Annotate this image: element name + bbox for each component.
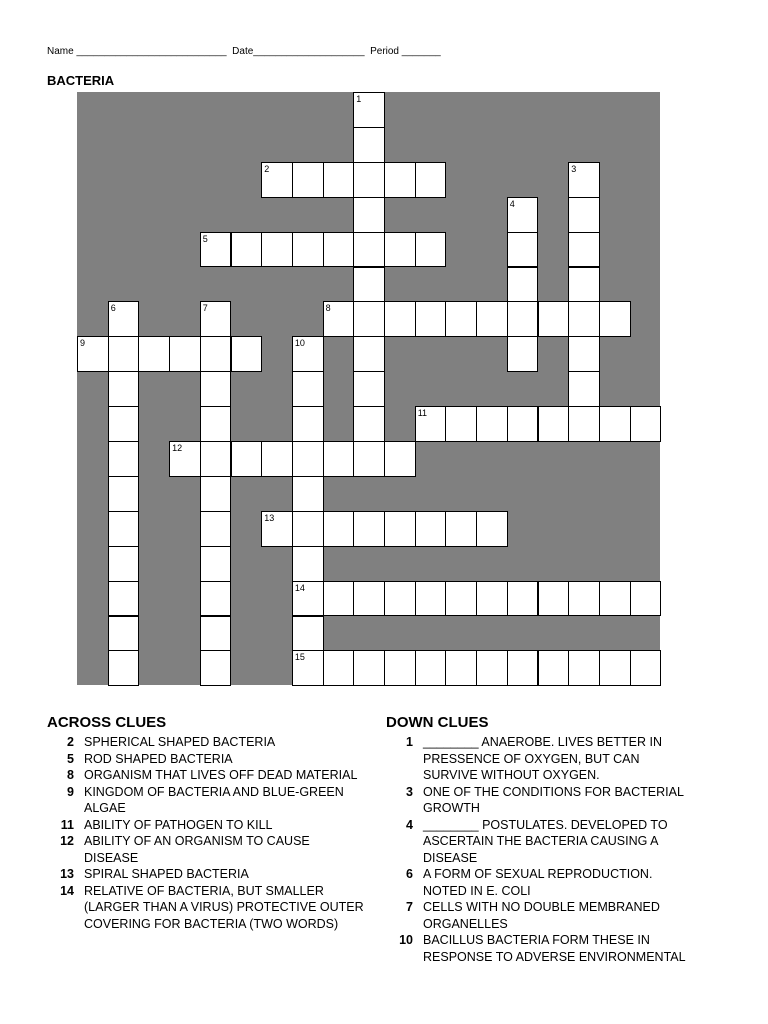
crossword-cell[interactable]	[323, 581, 355, 617]
crossword-cell[interactable]	[108, 546, 140, 582]
crossword-cell[interactable]	[384, 301, 416, 337]
clue-number: 5	[202, 233, 208, 244]
crossword-cell[interactable]	[108, 301, 140, 337]
crossword-cell[interactable]	[476, 301, 508, 337]
clue-number: 10	[294, 338, 305, 349]
clue-number: 11	[60, 817, 74, 832]
clue-text: SPHERICAL SHAPED BACTERIA	[84, 735, 276, 749]
clue-number: 5	[67, 751, 74, 766]
crossword-cell[interactable]	[108, 616, 140, 652]
down-clue	[386, 784, 691, 817]
down-clue	[386, 734, 691, 784]
crossword-cell[interactable]	[445, 301, 477, 337]
clue-number: 12	[172, 443, 183, 453]
clue-number: 7	[202, 303, 208, 314]
crossword-cell[interactable]	[353, 336, 385, 372]
crossword-cell[interactable]	[415, 650, 447, 686]
crossword-cell[interactable]	[476, 650, 508, 686]
clue-number: 1	[356, 94, 362, 104]
clue-number: 4	[406, 817, 413, 832]
crossword-cell[interactable]	[261, 162, 293, 198]
crossword-cell[interactable]	[445, 511, 477, 547]
clue-text: ORGANISM THAT LIVES OFF DEAD MATERIAL	[84, 768, 358, 782]
crossword-cell[interactable]	[507, 406, 539, 442]
crossword-grid	[77, 92, 660, 685]
crossword-cell[interactable]	[384, 511, 416, 547]
crossword-cell[interactable]	[507, 581, 539, 617]
crossword-cell[interactable]	[630, 650, 662, 686]
crossword-cell[interactable]	[538, 581, 570, 617]
crossword-cell[interactable]	[353, 162, 385, 198]
across-clue	[47, 866, 367, 883]
crossword-cell[interactable]	[568, 371, 600, 407]
across-clue	[47, 751, 367, 768]
clue-text: ABILITY OF AN ORGANISM TO CAUSE DISEASE	[84, 834, 310, 865]
crossword-cell[interactable]	[77, 336, 109, 372]
down-clue-list	[386, 734, 691, 965]
clue-number: 8	[67, 768, 74, 782]
crossword-cell[interactable]	[200, 336, 232, 372]
crossword-cell[interactable]	[231, 441, 263, 477]
crossword-cell[interactable]	[200, 232, 232, 268]
clue-number: 9	[67, 784, 74, 799]
clue-text: ________ ANAEROBE. LIVES BETTER IN PRESSENCE OF OXYGEN, BUT CAN SURVIVE WITHOUT OXYGEN.	[423, 735, 663, 782]
crossword-cell[interactable]	[599, 581, 631, 617]
crossword-cell[interactable]	[353, 92, 385, 128]
crossword-cell[interactable]	[323, 650, 355, 686]
down-clue	[386, 817, 691, 867]
crossword-cell[interactable]	[200, 406, 232, 442]
crossword-cell[interactable]	[507, 232, 539, 268]
crossword-cell[interactable]	[353, 650, 385, 686]
down-clue	[386, 899, 691, 932]
crossword-cell[interactable]	[538, 650, 570, 686]
down-heading: DOWN CLUES	[386, 714, 489, 731]
crossword-cell[interactable]	[507, 336, 539, 372]
crossword-cell[interactable]	[538, 406, 570, 442]
crossword-cell[interactable]	[108, 371, 140, 407]
clue-number: 15	[294, 652, 305, 663]
crossword-cell[interactable]	[507, 197, 539, 233]
crossword-cell[interactable]	[200, 650, 232, 686]
clue-text: ABILITY OF PATHOGEN TO KILL	[84, 817, 273, 832]
crossword-cell[interactable]	[108, 581, 140, 617]
crossword-cell[interactable]	[568, 232, 600, 268]
crossword-cell[interactable]	[323, 232, 355, 268]
crossword-cell[interactable]	[292, 650, 324, 686]
across-clue	[47, 734, 367, 751]
crossword-cell[interactable]	[415, 511, 447, 547]
crossword-cell[interactable]	[261, 441, 293, 477]
crossword-cell[interactable]	[568, 581, 600, 617]
crossword-cell[interactable]	[292, 371, 324, 407]
clue-text: ONE OF THE CONDITIONS FOR BACTERIAL GROWTH	[423, 784, 684, 815]
crossword-cell[interactable]	[599, 406, 631, 442]
clue-text: BACILLUS BACTERIA FORM THESE IN RESPONSE TO ADVERSE ENVIRONMENTAL	[423, 933, 686, 964]
crossword-cell[interactable]	[292, 511, 324, 547]
clue-text: A FORM OF SEXUAL REPRODUCTION. NOTED IN E. COLI	[423, 867, 653, 898]
crossword-cell[interactable]	[353, 301, 385, 337]
across-clue-list	[47, 734, 367, 932]
crossword-cell[interactable]	[445, 581, 477, 617]
crossword-cell[interactable]	[353, 511, 385, 547]
down-clue	[386, 866, 691, 899]
crossword-cell[interactable]	[415, 301, 447, 337]
crossword-cell[interactable]	[323, 511, 355, 547]
clue-number: 8	[325, 303, 331, 314]
crossword-cell[interactable]	[108, 336, 140, 372]
clue-number: 12	[60, 834, 74, 848]
crossword-cell[interactable]	[292, 336, 324, 372]
crossword-cell[interactable]	[538, 301, 570, 337]
clue-number: 10	[399, 933, 413, 947]
crossword-cell[interactable]	[200, 371, 232, 407]
crossword-cell[interactable]	[353, 581, 385, 617]
worksheet-title: BACTERIA	[47, 73, 115, 88]
across-clues	[47, 714, 367, 932]
crossword-cell[interactable]	[630, 581, 662, 617]
crossword-cell[interactable]	[200, 616, 232, 652]
crossword-cell[interactable]	[599, 301, 631, 337]
crossword-cell[interactable]	[599, 650, 631, 686]
crossword-cell[interactable]	[169, 336, 201, 372]
crossword-cell[interactable]	[292, 162, 324, 198]
clue-number: 13	[264, 512, 275, 523]
down-clues	[386, 714, 691, 965]
clue-number: 6	[110, 303, 116, 314]
crossword-cell[interactable]	[200, 581, 232, 617]
clue-number: 3	[406, 784, 413, 799]
crossword-cell[interactable]	[292, 546, 324, 582]
crossword-cell[interactable]	[200, 511, 232, 547]
crossword-cell[interactable]	[108, 441, 140, 477]
crossword-cell[interactable]	[445, 406, 477, 442]
crossword-cell[interactable]	[415, 232, 447, 268]
clue-number: 2	[67, 735, 74, 749]
clue-number: 6	[406, 867, 413, 881]
crossword-cell[interactable]	[476, 406, 508, 442]
crossword-cell[interactable]	[415, 406, 447, 442]
clue-number: 11	[417, 408, 428, 419]
crossword-cell[interactable]	[507, 650, 539, 686]
across-clue	[47, 883, 367, 933]
clue-number: 2	[264, 163, 270, 174]
crossword-cell[interactable]	[353, 127, 385, 163]
crossword-cell[interactable]	[384, 581, 416, 617]
crossword-cell[interactable]	[568, 197, 600, 233]
crossword-cell[interactable]	[292, 476, 324, 512]
crossword-cell[interactable]	[292, 406, 324, 442]
crossword-cell[interactable]	[568, 650, 600, 686]
clue-number: 1	[406, 735, 413, 749]
crossword-cell[interactable]	[353, 232, 385, 268]
crossword-cell[interactable]	[445, 650, 477, 686]
crossword-cell[interactable]	[476, 511, 508, 547]
crossword-cell[interactable]	[200, 441, 232, 477]
crossword-cell[interactable]	[353, 441, 385, 477]
crossword-cell[interactable]	[231, 336, 263, 372]
crossword-cell[interactable]	[507, 267, 539, 303]
across-heading: ACROSS CLUES	[47, 714, 167, 731]
clue-text: KINGDOM OF BACTERIA AND BLUE-GREEN ALGAE	[84, 784, 344, 815]
crossword-cell[interactable]	[261, 232, 293, 268]
clue-text: SPIRAL SHAPED BACTERIA	[84, 867, 249, 881]
crossword-cell[interactable]	[415, 581, 447, 617]
crossword-cell[interactable]	[384, 650, 416, 686]
clue-number: 7	[406, 900, 413, 914]
crossword-cell[interactable]	[200, 476, 232, 512]
crossword-cell[interactable]	[630, 406, 662, 442]
clue-number: 9	[80, 338, 86, 349]
crossword-cell[interactable]	[568, 336, 600, 372]
crossword-cell[interactable]	[384, 441, 416, 477]
across-clue	[47, 767, 367, 784]
crossword-cell[interactable]	[200, 301, 232, 337]
crossword-cell[interactable]	[568, 162, 600, 198]
crossword-cell[interactable]	[169, 441, 201, 477]
crossword-cell[interactable]	[138, 336, 170, 372]
clue-text: ________ POSTULATES. DEVELOPED TO ASCERTAIN THE BACTERIA CAUSING A DISEASE	[423, 817, 668, 865]
clue-text: ROD SHAPED BACTERIA	[84, 751, 233, 766]
crossword-cell[interactable]	[353, 371, 385, 407]
crossword-cell[interactable]	[292, 616, 324, 652]
clue-number: 14	[294, 582, 305, 593]
crossword-cell[interactable]	[200, 546, 232, 582]
clue-text: CELLS WITH NO DOUBLE MEMBRANED ORGANELLES	[423, 900, 660, 931]
crossword-cell[interactable]	[108, 406, 140, 442]
crossword-cell[interactable]	[108, 476, 140, 512]
clue-number: 3	[571, 163, 577, 174]
clue-number: 4	[509, 198, 515, 209]
crossword-cell[interactable]	[231, 232, 263, 268]
crossword-cell[interactable]	[292, 581, 324, 617]
crossword-cell[interactable]	[292, 441, 324, 477]
crossword-cell[interactable]	[323, 301, 355, 337]
clue-text: RELATIVE OF BACTERIA, BUT SMALLER (LARGER THAN A VIRUS) PROTECTIVE OUTER COVERING FOR BACTERIA (TWO WORDS)	[84, 883, 364, 931]
crossword-cell[interactable]	[384, 162, 416, 198]
across-clue	[47, 833, 367, 866]
crossword-cell[interactable]	[323, 441, 355, 477]
crossword-cell[interactable]	[353, 267, 385, 303]
crossword-cell[interactable]	[568, 301, 600, 337]
crossword-cell[interactable]	[568, 406, 600, 442]
down-clue	[386, 932, 691, 965]
student-info-line[interactable]: Name ___________________________ Date____________________ Period _______	[47, 46, 441, 57]
crossword-cell[interactable]	[415, 162, 447, 198]
crossword-cell[interactable]	[384, 232, 416, 268]
crossword-cell[interactable]	[568, 267, 600, 303]
crossword-cell[interactable]	[292, 232, 324, 268]
crossword-cell[interactable]	[108, 511, 140, 547]
crossword-cell[interactable]	[323, 162, 355, 198]
crossword-cell[interactable]	[353, 197, 385, 233]
crossword-cell[interactable]	[353, 406, 385, 442]
clue-number: 14	[60, 883, 74, 898]
across-clue	[47, 817, 367, 834]
crossword-cell[interactable]	[108, 650, 140, 686]
crossword-cell[interactable]	[261, 511, 293, 547]
crossword-cell[interactable]	[507, 301, 539, 337]
across-clue	[47, 784, 367, 817]
clue-number: 13	[60, 867, 74, 881]
crossword-cell[interactable]	[476, 581, 508, 617]
